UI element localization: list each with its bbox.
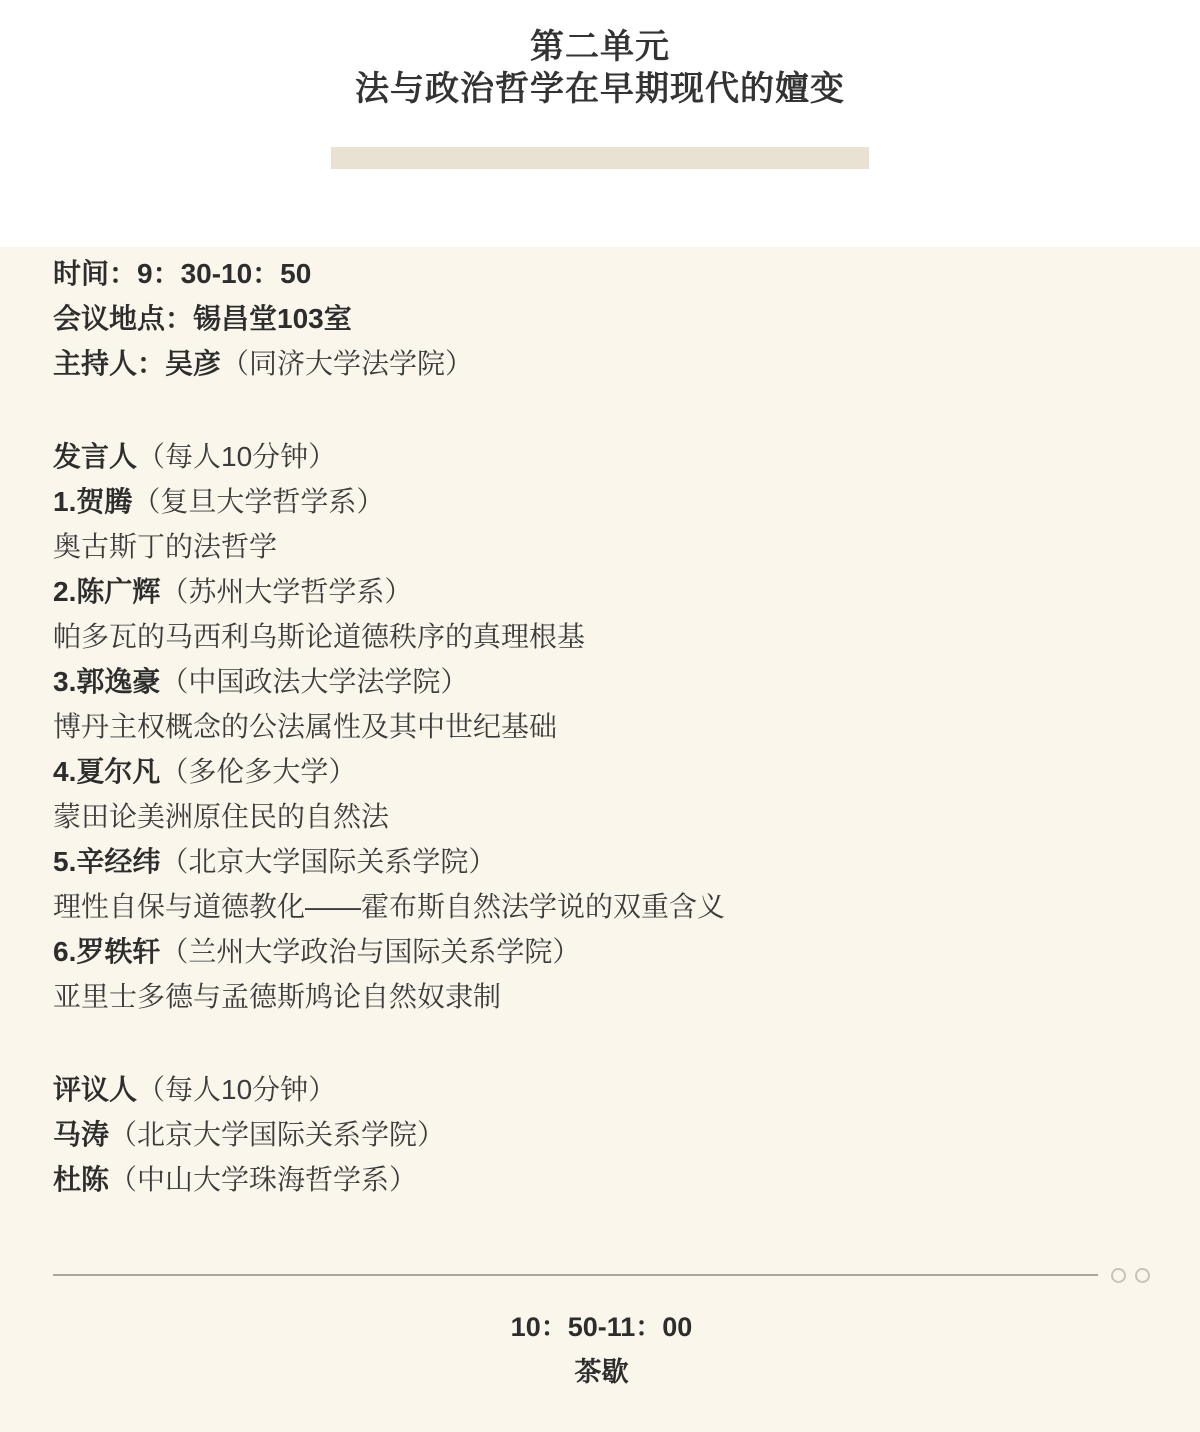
speaker-affiliation: （多伦多大学）	[160, 756, 357, 787]
talk-title	[53, 704, 1150, 749]
session-moderator	[53, 341, 1150, 386]
speaker-row	[53, 749, 1150, 794]
section-gap	[53, 1019, 1150, 1067]
speaker-affiliation: （兰州大学政治与国际关系学院）	[160, 936, 581, 967]
speaker-name: 2.陈广辉	[53, 576, 161, 607]
session-theme-title: 法与政治哲学在早期现代的嬗变	[355, 70, 845, 108]
section-divider	[53, 1265, 1150, 1285]
discussants-heading-label: 评议人	[53, 1074, 138, 1105]
speaker-name: 5.辛经纬	[53, 846, 161, 877]
talk-title-text: 帕多瓦的马西利乌斯论道德秩序的真理根基	[53, 621, 586, 652]
moderator-affiliation: （同济大学法学院）	[221, 348, 474, 379]
speaker-row	[53, 479, 1150, 524]
moderator-name: 主持人：吴彦	[53, 348, 222, 379]
speaker-row	[53, 569, 1150, 614]
session-venue-text: 会议地点：锡昌堂103室	[53, 303, 352, 334]
session-header	[0, 0, 1200, 247]
talk-title-text: 博丹主权概念的公法属性及其中世纪基础	[53, 711, 558, 742]
talk-title	[53, 974, 1150, 1019]
session-details	[0, 247, 1200, 1395]
speaker-affiliation: （北京大学国际关系学院）	[160, 846, 497, 877]
speaker-affiliation: （苏州大学哲学系）	[160, 576, 413, 607]
speaker-name: 3.郭逸豪	[53, 666, 161, 697]
talk-title-text: 蒙田论美洲原住民的自然法	[53, 801, 390, 832]
session-time	[53, 251, 1150, 296]
speakers-heading	[53, 434, 1150, 479]
talk-title-text: 奥古斯丁的法哲学	[53, 531, 278, 562]
title-accent-bar	[331, 147, 869, 169]
session-number-title: 第二单元	[530, 28, 670, 66]
speaker-affiliation: （中国政法大学法学院）	[160, 666, 469, 697]
talk-title-text: 亚里士多德与孟德斯鸠论自然奴隶制	[53, 981, 502, 1012]
speaker-affiliation: （复旦大学哲学系）	[132, 486, 385, 517]
break-time: 10：50-11：00	[510, 1312, 693, 1342]
break-label: 茶歇	[574, 1357, 629, 1387]
speaker-row	[53, 839, 1150, 884]
discussants-heading	[53, 1067, 1150, 1112]
talk-title	[53, 614, 1150, 659]
speaker-row	[53, 659, 1150, 704]
speaker-name: 4.夏尔凡	[53, 756, 161, 787]
discussant-affiliation: （北京大学国际关系学院）	[109, 1119, 446, 1150]
divider-line	[53, 1274, 1098, 1276]
talk-title	[53, 884, 1150, 929]
speaker-name: 6.罗轶轩	[53, 936, 161, 967]
talk-title	[53, 794, 1150, 839]
speaker-name: 1.贺腾	[53, 486, 133, 517]
speaker-row	[53, 929, 1150, 974]
talk-title-text: 理性自保与道德教化——霍布斯自然法学说的双重含义	[53, 891, 726, 922]
discussant-affiliation: （中山大学珠海哲学系）	[109, 1164, 418, 1195]
discussant-name: 马涛	[53, 1119, 110, 1150]
section-gap	[53, 386, 1150, 434]
session-time-text: 时间：9：30-10：50	[53, 258, 312, 289]
discussant-row	[53, 1112, 1150, 1157]
discussant-name: 杜陈	[53, 1164, 110, 1195]
speakers-heading-note: （每人10分钟）	[137, 441, 337, 472]
talk-title	[53, 524, 1150, 569]
divider-circle-icon	[1135, 1268, 1150, 1283]
discussants-heading-note: （每人10分钟）	[137, 1074, 337, 1105]
speakers-heading-label: 发言人	[53, 441, 138, 472]
break-footer	[53, 1305, 1150, 1395]
session-venue	[53, 296, 1150, 341]
discussant-row	[53, 1157, 1150, 1202]
divider-circle-icon	[1111, 1268, 1126, 1283]
